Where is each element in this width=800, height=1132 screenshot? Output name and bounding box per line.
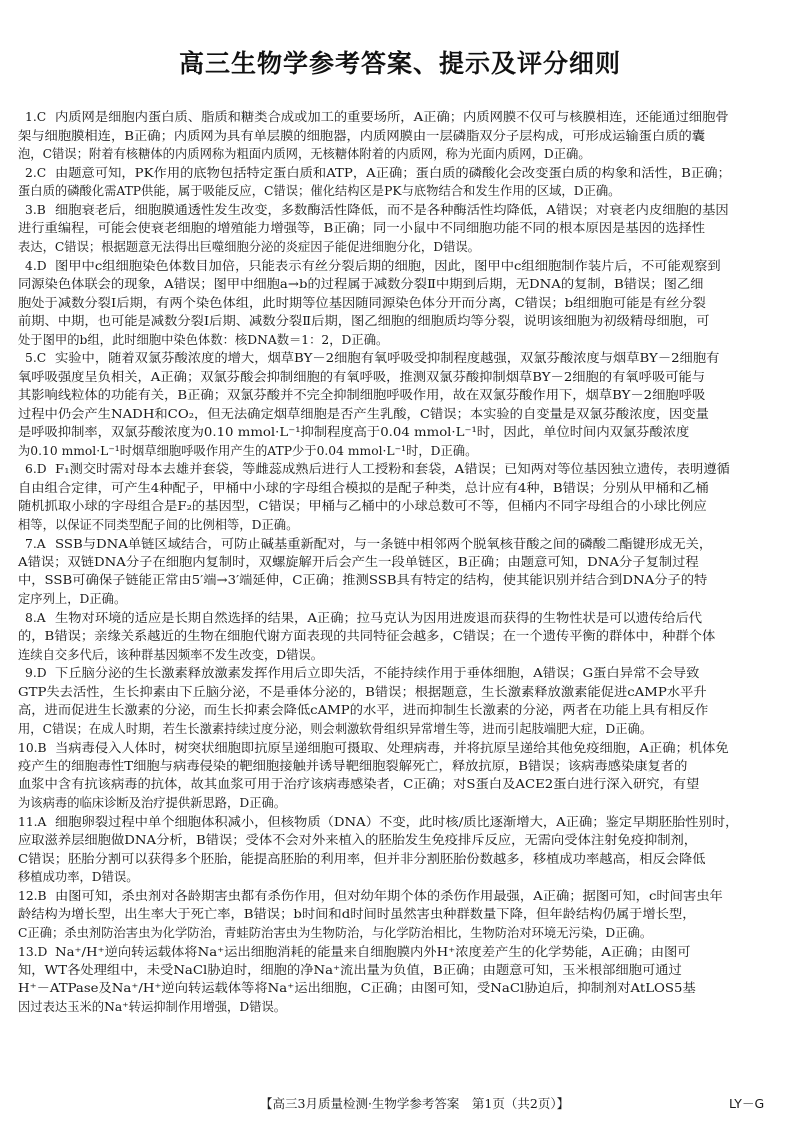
answer-line: [0, 666, 800, 680]
answer-line: [0, 981, 800, 995]
answer-line: [0, 333, 800, 347]
answer-line: [0, 815, 800, 829]
answer-line: [0, 184, 800, 198]
answer-line: [0, 388, 800, 402]
answer-number: 2.C: [25, 165, 47, 180]
answer-text: 胞处于减数分裂Ⅰ后期，有两个染色体组，此时期等位基因随同源染色体分开而分离，C错误；b组细胞可能是有丝分裂: [18, 295, 706, 310]
answer-line: [0, 296, 800, 310]
answer-line: [0, 833, 800, 847]
footer-title: 【高三3月质量检测·生物学参考答案 第1页（共2页）】: [260, 1096, 570, 1111]
answer-text: 图甲中c组细胞染色体数目加倍，只能表示有丝分裂后期的细胞，因此，图甲中c组细胞制作装片后，不可能观察到: [55, 258, 721, 273]
answer-line: [0, 407, 800, 421]
answer-text: 处于图甲的b组，此时细胞中染色体数：核DNA数＝1：2，D正确。: [18, 332, 389, 347]
answer-text: 过程中仍会产生NADH和CO₂，但无法确定烟草细胞是否产生乳酸，C错误；本实验的自变量是双氯芬酸浓度，因变量: [18, 406, 709, 421]
answer-line: [0, 147, 800, 161]
answer-text: 是呼吸抑制率，双氯芬酸浓度为0.10 mmol·L⁻¹抑制程度高于0.04 mmol·L⁻¹时，因此，单位时间内双氯芬酸浓度: [18, 425, 690, 440]
answer-text: H⁺－ATPase及Na⁺/H⁺逆向转运载体等将Na⁺运出细胞，C正确；由图可知，受NaCl胁迫后，抑制剂对AtLOS5基: [18, 981, 696, 996]
answer-text: 应取滋养层细胞做DNA分析，B错误；受体不会对外来植入的胚胎发生免疫排斥反应，无需向受体注射免疫抑制剂，: [18, 833, 698, 848]
answer-line: [0, 777, 800, 791]
answer-number: 9.D: [25, 666, 47, 681]
answer-line: [0, 759, 800, 773]
answer-line: [0, 926, 800, 940]
answer-text: 中，SSB可确保子链能正常由5′端→3′端延伸，C正确；推测SSB具有特定的结构，使其能识别并结合到DNA分子的特: [18, 573, 708, 588]
answer-number: 8.A: [25, 610, 46, 625]
answer-line: [0, 166, 800, 180]
answer-line: [0, 203, 800, 217]
answer-text: 细胞卵裂过程中单个细胞体积减小，但核物质（DNA）不变，此时核/质比逐渐增大，A正确；鉴定早期胚胎性别时，: [55, 814, 739, 829]
answer-line: [0, 221, 800, 235]
answer-line: [0, 277, 800, 291]
answer-line: [0, 499, 800, 513]
answer-line: [0, 314, 800, 328]
answer-text: 高，进而促进生长激素的分泌，而生长抑素会降低cAMP的水平，进而抑制生长激素的分泌，两者在功能上具有相反作: [18, 703, 709, 718]
answer-line: [0, 573, 800, 587]
answer-line: [0, 796, 800, 810]
page-footer: [0, 1094, 800, 1110]
answer-text: 连续自交多代后，该种群基因频率不发生改变，D错误。: [18, 647, 323, 662]
answer-text: 氧呼吸强度呈负相关，A正确；双氯芬酸会抑制细胞的有氧呼吸，推测双氯芬酸抑制烟草BY－2细胞的有氧呼吸可能与: [18, 369, 706, 384]
answer-line: [0, 629, 800, 643]
answer-text: 龄结构为增长型，出生率大于死亡率，B错误；b时间和d时间时虽然害虫种群数量下降，但年龄结构仍属于增长型，: [18, 907, 696, 922]
answer-number: 12.B: [18, 888, 47, 903]
answer-line: [0, 425, 800, 439]
answer-line: [0, 592, 800, 606]
answer-line: [0, 537, 800, 551]
answer-line: [0, 722, 800, 736]
answer-text: 自由组合定律，可产生4种配子，甲桶中小球的字母组合模拟的是配子种类，总计应有4种，B错误；分别从甲桶和乙桶: [18, 480, 709, 495]
answer-text: 由题意可知，PK作用的底物包括特定蛋白质和ATP，A正确；蛋白质的磷酸化会改变蛋白质的构象和活性，B正确；: [55, 165, 731, 180]
answer-line: [0, 852, 800, 866]
answer-text: SSB与DNA单链区域结合，可防止碱基重新配对，与一条链中相邻两个脱氧核苷酸之间的磷酸二酯键形成无关，: [55, 536, 713, 551]
answer-number: 13.D: [18, 944, 48, 959]
answer-text: 因过表达玉米的Na⁺转运抑制作用增强，D错误。: [18, 999, 287, 1014]
answer-text: 同源染色体联会的现象，A错误；图甲中细胞a→b的过程属于减数分裂Ⅱ中期到后期，无DNA的复制，B错误；图乙细: [18, 277, 704, 291]
answer-text: 表达，C错误；根据题意无法得出巨噬细胞分泌的炎症因子能促进细胞分化，D错误。: [18, 239, 480, 254]
answer-text: 知，WT各处理组中，未受NaCl胁迫时，细胞的净Na⁺流出量为负值，B正确；由题意可知，玉米根部细胞可通过: [18, 963, 682, 977]
answer-number: 3.B: [25, 202, 46, 217]
answer-line: [0, 462, 800, 476]
answer-line: [0, 611, 800, 625]
answer-line: [0, 1000, 800, 1014]
answer-line: [0, 444, 800, 458]
answer-line: [0, 685, 800, 699]
answer-text: 定序列上，D正确。: [18, 591, 127, 606]
answer-text: GTP失去活性，生长抑素由下丘脑分泌，不是垂体分泌的，B错误；根据题意，生长激素释放激素能促进cAMP水平升: [18, 684, 707, 699]
answer-text: 其影响线粒体的功能有关，B正确；双氯芬酸并不完全抑制细胞呼吸作用，故在双氯芬酸作用下，烟草BY－2细胞呼吸: [18, 388, 706, 403]
answer-text: 的，B错误；亲缘关系越近的生物在细胞代谢方面表现的共同特征会越多，C错误；在一个遗传平衡的群体中，种群个体: [18, 629, 716, 644]
answer-text: 当病毒侵入人体时，树突状细胞即抗原呈递细胞可摄取、处理病毒，并将抗原呈递给其他免疫细胞，A正确；机体免: [55, 740, 729, 755]
answer-line: [0, 741, 800, 755]
answer-line: [0, 945, 800, 959]
answer-line: [0, 351, 800, 365]
answer-text: 内质网是细胞内蛋白质、脂质和糖类合成或加工的重要场所，A正确；内质网膜不仅可与核膜相连，还能通过细胞骨: [55, 110, 729, 124]
answer-number: 5.C: [25, 351, 47, 366]
answer-text: A错误；双链DNA分子在细胞内复制时，双螺旋解开后会产生一段单链区，B正确；由题意可知，DNA分子复制过程: [18, 555, 699, 569]
answer-line: [0, 240, 800, 254]
answer-line: [0, 259, 800, 273]
answer-text: 细胞衰老后，细胞膜通透性发生改变，多数酶活性降低，而不是各种酶活性均降低，A错误；对衰老内皮细胞的基因: [55, 202, 729, 217]
answer-text: 为0.10 mmol·L⁻¹时烟草细胞呼吸作用产生的ATP少于0.04 mmol·L⁻¹时，D正确。: [18, 443, 478, 458]
answer-line: [0, 703, 800, 717]
answer-number: 7.A: [25, 536, 46, 551]
answer-line: [0, 648, 800, 662]
answer-text: 前期、中期，也可能是减数分裂Ⅰ后期、减数分裂Ⅱ后期，图乙细胞的细胞质均等分裂，说明该细胞为初级精母细胞，可: [18, 314, 710, 328]
answer-number: 10.B: [18, 740, 47, 755]
answer-line: [0, 907, 800, 921]
answer-text: 随机抓取小球的字母组合是F₂的基因型，C错误；甲桶与乙桶中的小球总数可不等，但桶内不同字母组合的小球比例应: [18, 499, 707, 514]
footer-code: LY－G: [729, 1096, 765, 1111]
answer-text: 由图可知，杀虫剂对各龄期害虫都有杀伤作用，但对幼年期个体的杀伤作用最强，A正确；据图可知，c时间害虫年: [55, 888, 723, 903]
answer-text: 用，C错误；在成人时期，若生长激素持续过度分泌，则会刺激软骨组织异常增生等，进而引起肢端肥大症，D正确。: [18, 721, 653, 736]
answer-text: 蛋白质的磷酸化需ATP供能，属于吸能反应，C错误；催化结构区是PK与底物结合和发生作用的区域，D正确。: [18, 184, 621, 199]
answer-number: 4.D: [25, 258, 47, 273]
answer-text: 为该病毒的临床诊断及治疗提供新思路，D正确。: [18, 795, 287, 810]
answer-text: 相等，以保证不同类型配子间的比例相等，D正确。: [18, 517, 299, 532]
answer-line: [0, 110, 800, 124]
answer-line: [0, 555, 800, 569]
page-title: 高三生物学参考答案、提示及评分细则: [178, 49, 621, 78]
answer-text: 泡，C错误；附着有核糖体的内质网称为粗面内质网，无核糖体附着的内质网，称为光面内质网，D正确。: [18, 147, 591, 161]
answer-number: 1.C: [25, 110, 47, 124]
answer-text: 疫产生的细胞毒性T细胞与病毒侵染的靶细胞接触并诱导靶细胞裂解死亡，释放抗原，B错误；该病毒感染康复者的: [18, 759, 688, 773]
answer-line: [0, 963, 800, 977]
answer-text: F₁测交时需对母本去雄并套袋，等雌蕊成熟后进行人工授粉和套袋，A错误；已知两对等位基因独立遗传，表明遵循: [55, 462, 730, 477]
answer-text: 架与细胞膜相连，B正确；内质网为具有单层膜的细胞器，内质网膜由一层磷脂双分子层构成，可形成运输蛋白质的囊: [18, 128, 706, 143]
answer-text: 实验中，随着双氯芬酸浓度的增大，烟草BY－2细胞有氧呼吸受抑制程度越强，双氯芬酸浓度与烟草BY－2细胞有: [55, 351, 720, 366]
answer-line: [0, 518, 800, 532]
answer-line: [0, 129, 800, 143]
answer-text: 血浆中含有抗该病毒的抗体，故其血浆可用于治疗该病毒感染者，C正确；对S蛋白及ACE2蛋白进行深入研究，有望: [18, 777, 700, 792]
answer-line: [0, 889, 800, 903]
answer-text: 下丘脑分泌的生长激素释放激素发挥作用后立即失活，不能持续作用于垂体细胞，A错误；G蛋白异常不会导致: [55, 666, 700, 681]
answer-number: 11.A: [18, 814, 47, 829]
answer-number: 6.D: [25, 462, 47, 477]
answer-text: 移植成功率，D错误。: [18, 870, 139, 885]
answer-line: [0, 370, 800, 384]
answer-line: [0, 481, 800, 495]
answer-text: 进行重编程，可能会使衰老细胞的增殖能力增强等，B正确；同一小鼠中不同细胞功能不同的根本原因是基因的选择性: [18, 221, 706, 236]
answer-line: [0, 870, 800, 884]
answer-text: C错误；胚胎分割可以获得多个胚胎，能提高胚胎的利用率，但并非分割胚胎份数越多，移植成功率越高，相反会降低: [18, 851, 706, 866]
answer-text: Na⁺/H⁺逆向转运载体将Na⁺运出细胞消耗的能量来自细胞膜内外H⁺浓度差产生的化学势能，A正确；由图可: [55, 944, 691, 959]
answer-text: C正确；杀虫剂防治害虫为化学防治，青蛙防治害虫为生物防治，与化学防治相比，生物防治对环境无污染，D正确。: [18, 925, 653, 940]
answer-text: 生物对环境的适应是长期自然选择的结果，A正确；拉马克认为因用进废退而获得的生物性状是可以遗传给后代: [55, 610, 703, 625]
